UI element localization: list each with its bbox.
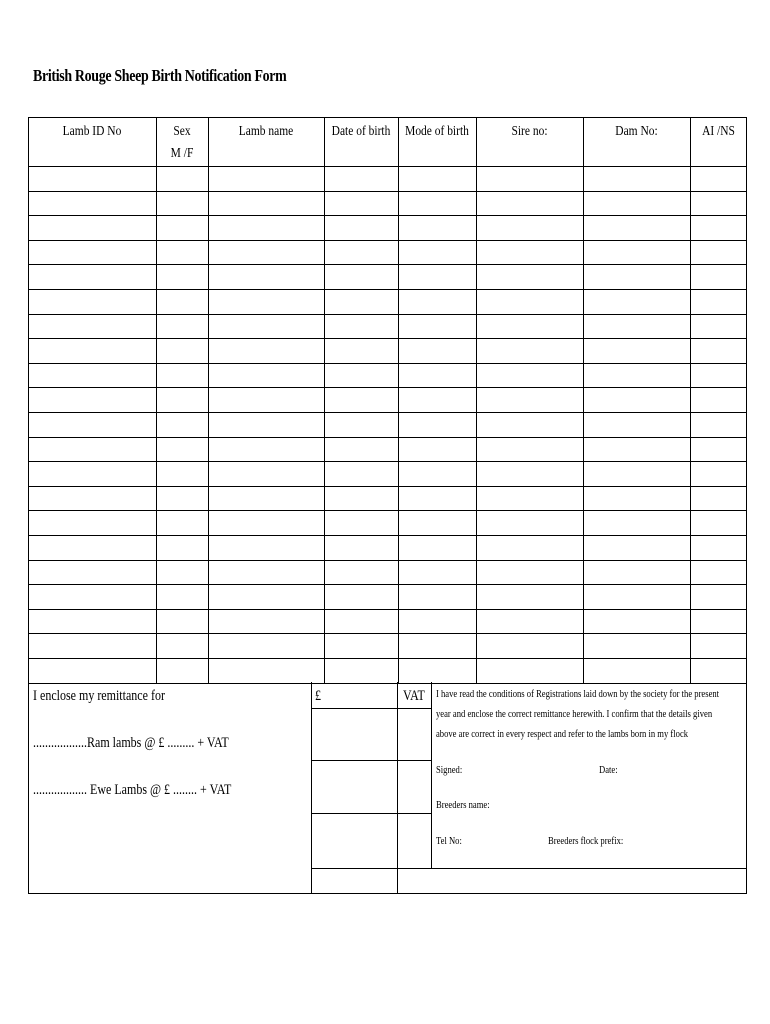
table-cell[interactable] [399, 192, 476, 215]
table-cell[interactable] [584, 487, 690, 510]
table-cell[interactable] [209, 438, 324, 461]
table-cell[interactable] [477, 511, 583, 535]
table-cell[interactable] [325, 511, 398, 535]
table-cell[interactable] [399, 585, 476, 609]
table-cell[interactable] [157, 167, 208, 191]
table-cell[interactable] [691, 536, 747, 560]
table-cell[interactable] [477, 561, 583, 584]
table-cell[interactable] [29, 634, 156, 658]
table-cell[interactable] [691, 364, 747, 387]
table-cell[interactable] [399, 241, 476, 264]
table-cell[interactable] [477, 241, 583, 264]
table-cell[interactable] [325, 167, 398, 191]
table-cell[interactable] [29, 192, 156, 215]
table-cell[interactable] [29, 364, 156, 387]
ram-amount-field[interactable] [312, 709, 396, 759]
table-cell[interactable] [399, 511, 476, 535]
table-cell[interactable] [477, 413, 583, 437]
table-cell[interactable] [477, 339, 583, 363]
column-header: Dam No: [615, 124, 658, 139]
table-cell[interactable] [29, 536, 156, 560]
table-cell[interactable] [29, 462, 156, 486]
column-header: Mode of birth [405, 124, 469, 139]
table-cell[interactable] [157, 585, 208, 609]
ewe-lambs-line: .................. Ewe Lambs @ £ ........ + VAT [33, 782, 232, 798]
table-cell[interactable] [325, 634, 398, 658]
table-cell[interactable] [399, 634, 476, 658]
table-cell[interactable] [584, 364, 690, 387]
table-cell[interactable] [209, 290, 324, 314]
column-header: Date of birth [331, 124, 391, 139]
table-cell[interactable] [325, 659, 398, 683]
table-cell[interactable] [399, 659, 476, 683]
ewe-vat-field[interactable] [398, 761, 430, 812]
table-cell[interactable] [399, 388, 476, 412]
table-cell[interactable] [157, 536, 208, 560]
breeders-name-label: Breeders name: [436, 799, 490, 811]
column-header: Sire no: [511, 124, 548, 139]
column-header: Lamb name [238, 124, 294, 139]
table-cell[interactable] [157, 388, 208, 412]
table-cell[interactable] [399, 462, 476, 486]
table-cell[interactable] [477, 167, 583, 191]
ram-lambs-line: ..................Ram lambs @ £ ......... + VAT [33, 735, 229, 751]
table-cell[interactable] [157, 265, 208, 289]
table-cell[interactable] [209, 610, 324, 633]
vat-header: VAT [403, 688, 425, 704]
table-cell[interactable] [584, 462, 690, 486]
table-cell[interactable] [399, 167, 476, 191]
table-cell[interactable] [209, 339, 324, 363]
table-cell[interactable] [584, 536, 690, 560]
table-cell[interactable] [399, 536, 476, 560]
table-cell[interactable] [584, 339, 690, 363]
table-cell[interactable] [691, 388, 747, 412]
declaration-divider [431, 682, 432, 869]
table-cell[interactable] [691, 610, 747, 633]
table-cell[interactable] [584, 634, 690, 658]
table-cell[interactable] [209, 192, 324, 215]
table-cell[interactable] [29, 610, 156, 633]
table-cell[interactable] [157, 462, 208, 486]
table-cell[interactable] [325, 438, 398, 461]
table-cell[interactable] [325, 585, 398, 609]
column-header: Sex M /F [170, 124, 194, 161]
table-cell[interactable] [399, 364, 476, 387]
table-cell[interactable] [325, 192, 398, 215]
table-cell[interactable] [584, 511, 690, 535]
table-cell[interactable] [584, 290, 690, 314]
table-cell[interactable] [399, 315, 476, 338]
table-cell[interactable] [209, 462, 324, 486]
date-label: Date: [599, 764, 618, 776]
table-cell[interactable] [157, 561, 208, 584]
table-cell[interactable] [691, 241, 747, 264]
table-cell[interactable] [29, 241, 156, 264]
declaration-line-2: year and enclose the correct remittance herewith. I confirm that the details given [436, 708, 713, 720]
table-cell[interactable] [209, 388, 324, 412]
table-cell[interactable] [209, 216, 324, 240]
table-cell[interactable] [477, 216, 583, 240]
table-cell[interactable] [157, 634, 208, 658]
table-cell[interactable] [477, 610, 583, 633]
total-amount-field[interactable] [312, 869, 396, 893]
table-cell[interactable] [691, 561, 747, 584]
table-cell[interactable] [477, 487, 583, 510]
ram-vat-field[interactable] [398, 709, 430, 759]
table-cell[interactable] [325, 241, 398, 264]
table-cell[interactable] [691, 585, 747, 609]
table-cell[interactable] [209, 364, 324, 387]
table-cell[interactable] [29, 216, 156, 240]
table-cell[interactable] [157, 192, 208, 215]
table-cell[interactable] [325, 388, 398, 412]
table-cell[interactable] [584, 585, 690, 609]
table-cell[interactable] [477, 364, 583, 387]
table-cell[interactable] [209, 634, 324, 658]
table-cell[interactable] [399, 487, 476, 510]
table-cell[interactable] [325, 216, 398, 240]
table-cell[interactable] [325, 487, 398, 510]
table-cell[interactable] [691, 167, 747, 191]
table-cell[interactable] [584, 438, 690, 461]
table-cell[interactable] [325, 561, 398, 584]
table-cell[interactable] [584, 192, 690, 215]
table-cell[interactable] [157, 659, 208, 683]
column-header: AI /NS [702, 124, 735, 139]
table-cell[interactable] [325, 610, 398, 633]
table-cell[interactable] [477, 265, 583, 289]
table-cell[interactable] [325, 364, 398, 387]
remittance-label: I enclose my remittance for [33, 688, 165, 704]
table-cell[interactable] [584, 265, 690, 289]
table-cell[interactable] [325, 290, 398, 314]
table-cell[interactable] [691, 659, 747, 683]
table-cell[interactable] [209, 265, 324, 289]
flock-prefix-label: Breeders flock prefix: [548, 835, 624, 847]
amount-row-line [311, 813, 431, 814]
table-cell[interactable] [691, 511, 747, 535]
table-cell[interactable] [584, 610, 690, 633]
table-cell[interactable] [477, 438, 583, 461]
signed-label: Signed: [436, 764, 463, 776]
table-cell[interactable] [399, 610, 476, 633]
table-cell[interactable] [691, 265, 747, 289]
pound-header: £ [315, 688, 321, 704]
table-cell[interactable] [584, 167, 690, 191]
table-cell[interactable] [29, 167, 156, 191]
table-cell[interactable] [209, 241, 324, 264]
table-cell[interactable] [29, 659, 156, 683]
table-cell[interactable] [29, 265, 156, 289]
table-cell[interactable] [157, 216, 208, 240]
table-cell[interactable] [209, 315, 324, 338]
table-cell[interactable] [157, 315, 208, 338]
table-cell[interactable] [325, 315, 398, 338]
table-cell[interactable] [29, 438, 156, 461]
table-cell[interactable] [29, 487, 156, 510]
table-cell[interactable] [29, 315, 156, 338]
table-cell[interactable] [584, 388, 690, 412]
table-cell[interactable] [584, 413, 690, 437]
table-cell[interactable] [477, 585, 583, 609]
table-cell[interactable] [29, 585, 156, 609]
declaration-line-1: I have read the conditions of Registrations laid down by the society for the present [436, 688, 720, 700]
table-cell[interactable] [29, 561, 156, 584]
table-cell[interactable] [691, 339, 747, 363]
table-cell[interactable] [691, 315, 747, 338]
table-cell[interactable] [325, 339, 398, 363]
table-cell[interactable] [209, 167, 324, 191]
table-cell[interactable] [477, 388, 583, 412]
table-cell[interactable] [325, 265, 398, 289]
table-cell[interactable] [399, 265, 476, 289]
table-cell[interactable] [399, 438, 476, 461]
table-cell[interactable] [209, 511, 324, 535]
table-cell[interactable] [691, 413, 747, 437]
table-cell[interactable] [691, 216, 747, 240]
table-cell[interactable] [691, 634, 747, 658]
table-cell[interactable] [477, 315, 583, 338]
table-cell[interactable] [691, 290, 747, 314]
table-cell[interactable] [157, 290, 208, 314]
table-cell[interactable] [584, 561, 690, 584]
table-cell[interactable] [477, 634, 583, 658]
table-cell[interactable] [584, 315, 690, 338]
table-cell[interactable] [584, 241, 690, 264]
table-cell[interactable] [477, 462, 583, 486]
tel-label: Tel No: [436, 835, 462, 847]
table-cell[interactable] [209, 585, 324, 609]
table-cell[interactable] [584, 216, 690, 240]
table-cell[interactable] [477, 290, 583, 314]
table-cell[interactable] [29, 339, 156, 363]
table-cell[interactable] [399, 413, 476, 437]
table-cell[interactable] [691, 462, 747, 486]
table-cell[interactable] [691, 487, 747, 510]
table-cell[interactable] [157, 487, 208, 510]
ewe-amount-field[interactable] [312, 761, 396, 812]
column-header: Lamb ID No [62, 124, 122, 139]
table-cell[interactable] [399, 339, 476, 363]
table-cell[interactable] [325, 462, 398, 486]
form-title: British Rouge Sheep Birth Notification Form [33, 66, 287, 85]
declaration-line-3: above are correct in every respect and refer to the lambs born in my flock [436, 728, 689, 740]
table-cell[interactable] [209, 536, 324, 560]
table-cell[interactable] [209, 561, 324, 584]
table-cell[interactable] [209, 413, 324, 437]
table-cell[interactable] [399, 561, 476, 584]
table-cell[interactable] [29, 413, 156, 437]
table-cell[interactable] [584, 659, 690, 683]
table-cell[interactable] [157, 241, 208, 264]
table-cell[interactable] [209, 659, 324, 683]
table-cell[interactable] [157, 339, 208, 363]
table-cell[interactable] [29, 388, 156, 412]
table-cell[interactable] [399, 216, 476, 240]
table-cell[interactable] [477, 192, 583, 215]
table-cell[interactable] [29, 290, 156, 314]
table-cell[interactable] [691, 438, 747, 461]
table-cell[interactable] [157, 364, 208, 387]
table-cell[interactable] [325, 536, 398, 560]
table-cell[interactable] [477, 659, 583, 683]
table-cell[interactable] [157, 413, 208, 437]
table-cell[interactable] [209, 487, 324, 510]
table-cell[interactable] [157, 610, 208, 633]
table-cell[interactable] [399, 290, 476, 314]
table-cell[interactable] [157, 438, 208, 461]
table-cell[interactable] [477, 536, 583, 560]
table-cell[interactable] [29, 511, 156, 535]
table-cell[interactable] [325, 413, 398, 437]
table-cell[interactable] [691, 192, 747, 215]
table-cell[interactable] [157, 511, 208, 535]
